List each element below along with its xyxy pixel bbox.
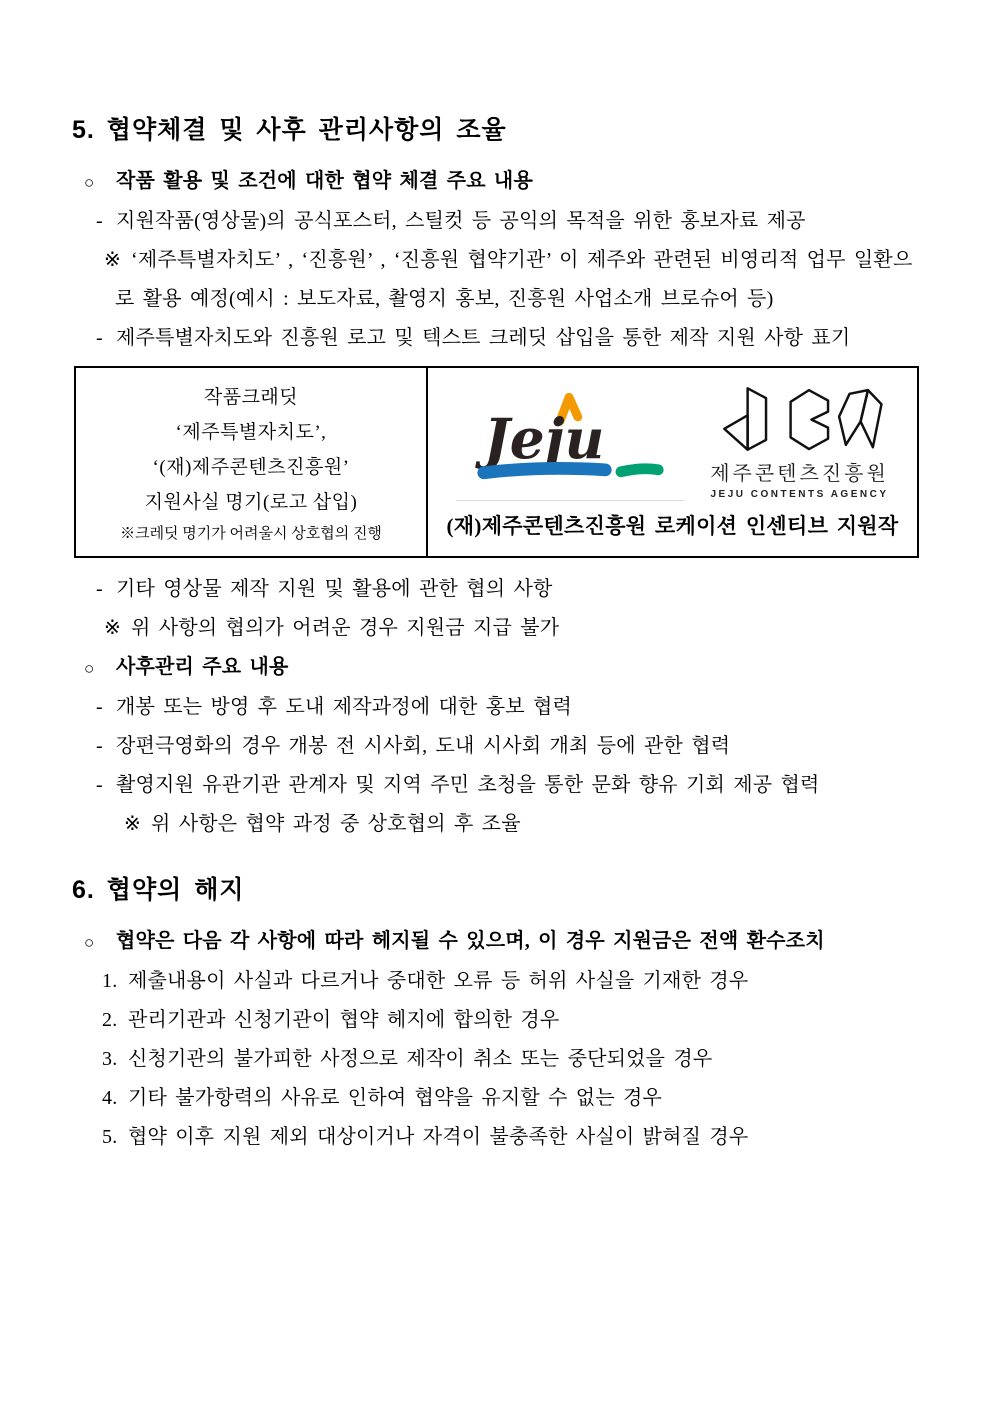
item-text: 협약 이후 지원 제외 대상이거나 자격이 불충족한 사실이 밝혀질 경우 [128, 1126, 749, 1148]
note-line [104, 617, 926, 640]
item-text: 기타 불가항력의 사유로 인하여 협약을 유지할 수 없는 경우 [128, 1087, 663, 1109]
jca-logo-mark [712, 383, 887, 455]
bullet-text: 작품 활용 및 조건에 대한 협약 체결 주요 내용 [116, 170, 533, 192]
dash-line [96, 774, 926, 797]
circle-bullet: ○ [84, 659, 95, 678]
section6-heading: 6. 협약의 해지 [72, 876, 245, 904]
bullet-line [84, 656, 926, 680]
numbered-item [102, 1087, 926, 1110]
table-caption: (재)제주콘텐츠진흥원 로케이션 인센티브 지원작 [446, 513, 899, 538]
item-text: 신청기관의 불가피한 사정으로 제작이 취소 또는 중단되었을 경우 [128, 1048, 713, 1070]
credit-line: 지원사실 명기(로고 삽입) [144, 492, 358, 513]
numbered-item [102, 1009, 926, 1032]
note-line [124, 813, 926, 836]
reference-mark: ※ [104, 249, 121, 271]
dash-text: 기타 영상물 제작 지원 및 활용에 관한 협의 사항 [116, 578, 553, 600]
dash-bullet: - [96, 735, 103, 757]
jca-letter-a-right [861, 390, 882, 447]
credit-cell-left [75, 367, 427, 557]
dash-text: 개봉 또는 방영 후 도내 제작과정에 대한 홍보 협력 [116, 696, 572, 718]
numbered-item [102, 970, 926, 993]
circle-bullet: ○ [84, 173, 95, 192]
credit-line: ‘(재)제주콘텐츠진흥원’ [152, 457, 350, 478]
dash-bullet: - [96, 210, 103, 232]
item-number: 4. [102, 1087, 118, 1109]
bullet-text: 협약은 다음 각 사항에 따라 헤지될 수 있으며, 이 경우 지원금은 전액 환수조치 [116, 930, 825, 952]
item-text: 제출내용이 사실과 다르거나 중대한 오류 등 허위 사실을 기재한 경우 [128, 970, 749, 992]
dash-line [96, 327, 926, 350]
credit-footnote: ※크레딧 명기가 어려울시 상호협의 진행 [120, 526, 382, 542]
dash-line [96, 578, 926, 601]
section5-heading: 5. 협약체결 및 사후 관리사항의 조율 [72, 116, 507, 144]
dash-line [96, 210, 926, 233]
dash-bullet: - [96, 327, 103, 349]
credit-line: 작품크래딧 [203, 387, 299, 408]
jeju-wordmark: Jeju [483, 405, 605, 471]
note-text: 위 사항은 협약 과정 중 상호협의 후 조율 [151, 813, 521, 835]
circle-bullet: ○ [84, 933, 95, 952]
item-number: 3. [102, 1048, 118, 1070]
jca-english-name: JEJU CONTENTS AGENCY [710, 489, 889, 500]
continuation-line [115, 288, 926, 311]
dash-bullet: - [96, 774, 103, 796]
reference-mark: ※ [104, 617, 121, 639]
item-number: 1. [102, 970, 118, 992]
dash-bullet: - [96, 578, 103, 600]
bullet-line [84, 170, 926, 194]
bullet-line [84, 930, 926, 954]
jca-letter-j-bar [748, 388, 766, 449]
credit-cell-right [427, 367, 918, 557]
logo-row [432, 377, 913, 501]
jca-korean-name: 제주콘텐츠진흥원 [710, 463, 889, 485]
bullet-text: 사후관리 주요 내용 [116, 656, 289, 678]
item-text: 관리기관과 신청기관이 협약 헤지에 합의한 경우 [128, 1009, 560, 1031]
jeju-logo-image [472, 385, 668, 489]
reference-mark: ※ [124, 813, 141, 835]
dash-text: 장편극영화의 경우 개봉 전 시사회, 도내 시사회 개최 등에 관한 협력 [116, 735, 731, 757]
credit-table [74, 366, 919, 558]
jca-logo [710, 383, 889, 500]
note-text: ‘제주특별자치도’ , ‘진흥원’ , ‘진흥원 협약기관’ 이 제주와 관련된 비영리적 업무 일환으 [131, 249, 913, 271]
dash-text: 촬영지원 유관기관 관계자 및 지역 주민 초청을 통한 문화 향유 기회 제공 협력 [116, 774, 820, 796]
jeju-swoosh-green [621, 468, 658, 471]
dash-line [96, 735, 926, 758]
note-line [104, 249, 926, 272]
jca-letter-c [791, 390, 828, 449]
numbered-item [102, 1126, 926, 1149]
jca-letter-j-triangle [724, 415, 747, 449]
dash-line [96, 696, 926, 719]
continuation-text: 로 활용 예정(예시 : 보도자료, 촬영지 홍보, 진흥원 사업소개 브로슈어 등) [115, 288, 774, 310]
item-number: 5. [102, 1126, 118, 1148]
numbered-item [102, 1048, 926, 1071]
jeju-swoosh-blue [484, 468, 606, 472]
dash-text: 지원작품(영상물)의 공식포스터, 스틸컷 등 공익의 목적을 위한 홍보자료 제공 [116, 210, 806, 232]
jeju-logo [456, 383, 684, 501]
jca-letter-a-left [839, 390, 868, 445]
credit-line: ‘제주특별자치도’, [175, 422, 327, 443]
note-text: 위 사항의 협의가 어려운 경우 지원금 지급 불가 [131, 617, 560, 639]
item-number: 2. [102, 1009, 118, 1031]
dash-bullet: - [96, 696, 103, 718]
table-row [75, 367, 918, 557]
dash-text: 제주특별자치도와 진흥원 로고 및 텍스트 크레딧 삽입을 통한 제작 지원 사항 표기 [116, 327, 851, 349]
